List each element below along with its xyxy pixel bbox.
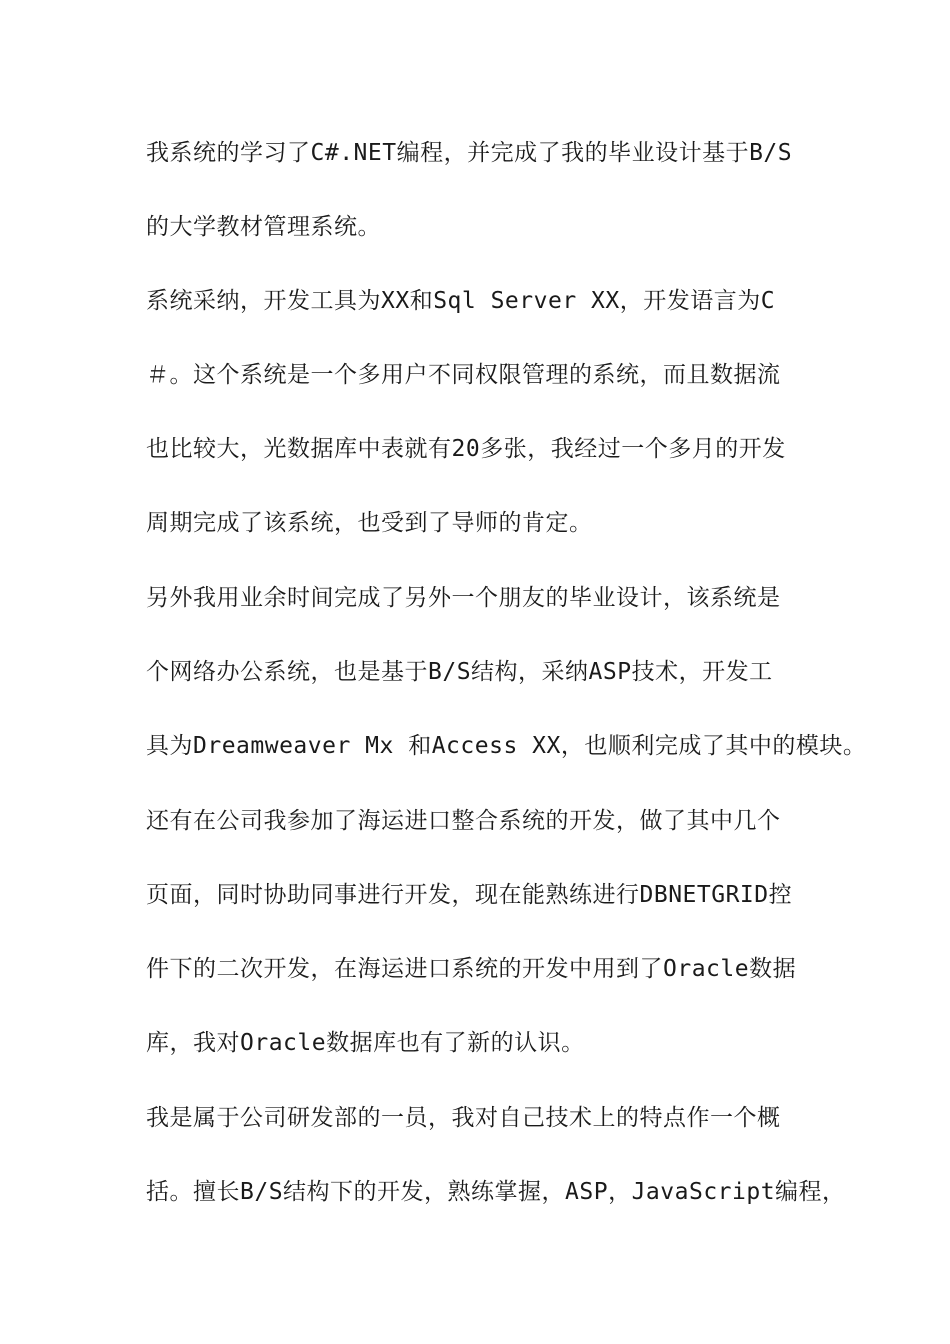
text-line: 库，我对Oracle数据库也有了新的认识。	[146, 1030, 585, 1056]
text-line: ＃。这个系统是一个多用户不同权限管理的系统，而且数据流	[146, 362, 781, 388]
text-line: 还有在公司我参加了海运进口整合系统的开发，做了其中几个	[146, 808, 781, 834]
text-line: 的大学教材管理系统。	[146, 214, 381, 240]
text-line: 我系统的学习了C#.NET编程，并完成了我的毕业设计基于B/S	[146, 140, 793, 166]
text-line: 也比较大，光数据库中表就有20多张，我经过一个多月的开发	[146, 436, 786, 462]
text-line: 系统采纳，开发工具为XX和Sql Server XX，开发语言为C	[146, 288, 776, 314]
text-line: 件下的二次开发，在海运进口系统的开发中用到了Oracle数据	[146, 956, 797, 982]
text-line: 具为Dreamweaver Mx 和Access XX，也顺利完成了其中的模块。	[146, 733, 867, 759]
text-line: 周期完成了该系统，也受到了导师的肯定。	[146, 510, 593, 536]
text-line: 另外我用业余时间完成了另外一个朋友的毕业设计，该系统是	[146, 585, 781, 611]
text-line: 括。擅长B/S结构下的开发，熟练掌握，ASP，JavaScript编程，	[146, 1179, 846, 1205]
text-line: 个网络办公系统，也是基于B/S结构，采纳ASP技术，开发工	[146, 659, 773, 685]
text-line: 我是属于公司研发部的一员，我对自己技术上的特点作一个概	[146, 1105, 781, 1131]
text-line: 页面，同时协助同事进行开发，现在能熟练进行DBNETGRID控	[146, 882, 793, 908]
